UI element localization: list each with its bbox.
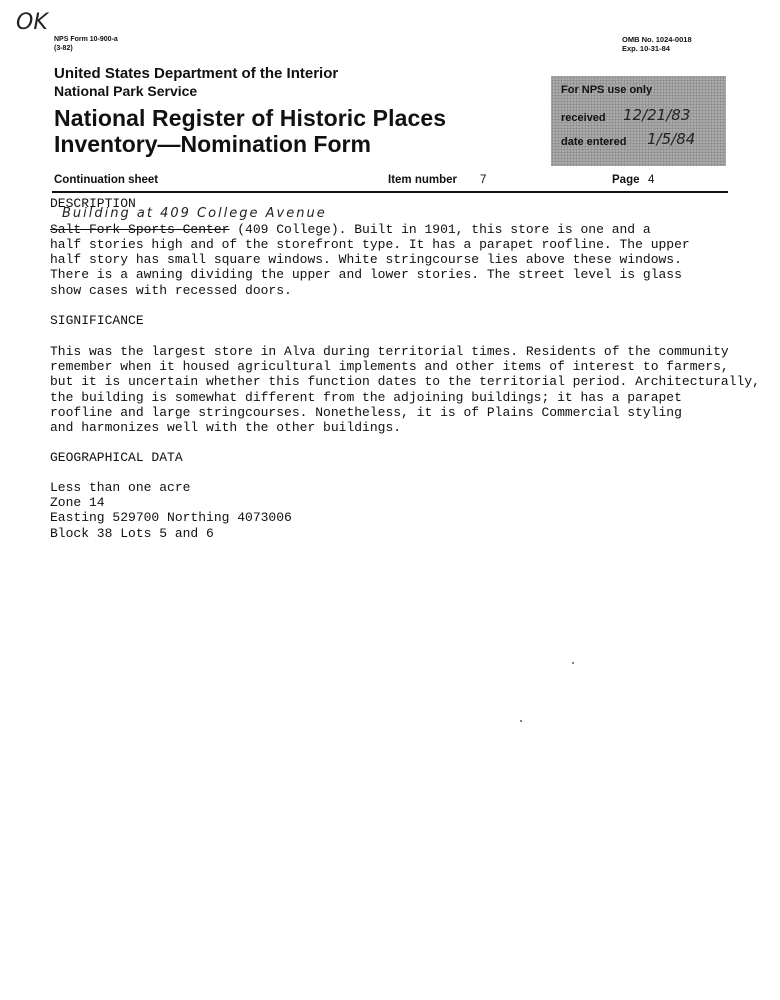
significance-line: roofline and large stringcourses. Nonetheless, it is of Plains Commercial styling: [50, 404, 682, 420]
significance-line: but it is uncertain whether this function dates to the territorial period. Architecturally,: [50, 374, 760, 390]
significance-body: [50, 344, 760, 435]
description-body: [50, 237, 690, 298]
description-heading: DESCRIPTION: [50, 196, 136, 211]
form-title-line1: National Register of Historic Places: [54, 105, 447, 131]
form-revision: (3-82): [54, 45, 73, 52]
form-title-line2: Inventory—Nomination Form: [54, 131, 371, 157]
significance-line: This was the largest store in Alva during territorial times. Residents of the community: [50, 344, 729, 359]
geographical-line: Zone 14: [50, 495, 105, 511]
department-name: United States Department of the Interior: [54, 65, 339, 82]
received-label: received: [561, 112, 606, 124]
description-line: half stories high and of the storefront type. It has a parapet roofline. The upper: [50, 237, 690, 252]
speck-mark: [520, 720, 522, 722]
description-line: show cases with recessed doors.: [50, 282, 292, 298]
significance-line: the building is somewhat different from the adjoining buildings; it has a parapet: [50, 389, 682, 405]
handwritten-building-name: Building at 409 College Avenue: [62, 206, 327, 221]
geographical-body: [50, 480, 292, 541]
struck-building-name: Salt Fork Sports Center: [50, 222, 230, 237]
description-first-line-text: (409 College). Built in 1901, this store is one and a: [229, 222, 651, 237]
continuation-sheet-label: Continuation sheet: [54, 174, 159, 186]
page-label: Page: [612, 174, 640, 186]
geographical-line: Easting 529700 Northing 4073006: [50, 510, 292, 526]
entered-date-handwritten: 1/5/84: [647, 130, 696, 148]
omb-block: [622, 35, 692, 53]
significance-heading: SIGNIFICANCE: [50, 313, 144, 328]
omb-number: OMB No. 1024-0018: [622, 35, 692, 44]
received-date-handwritten: 12/21/83: [623, 106, 691, 124]
significance-line: and harmonizes well with the other buildings.: [50, 420, 402, 436]
geographical-heading: GEOGRAPHICAL DATA: [50, 450, 183, 465]
description-line: There is a awning dividing the upper and lower stories. The street level is glass: [50, 267, 682, 283]
service-name: National Park Service: [54, 83, 198, 99]
page-value: 4: [648, 174, 655, 186]
speck-mark: [572, 662, 574, 664]
date-entered-label: date entered: [561, 136, 627, 148]
significance-line: remember when it housed agricultural implements and other items of interest to farmers,: [50, 359, 729, 375]
header-divider: [52, 191, 728, 193]
description-line: half story has small square windows. White stringcourse lies above these windows.: [50, 252, 682, 268]
geographical-line: Less than one acre: [50, 480, 191, 495]
item-number-label: Item number: [388, 174, 458, 186]
nps-use-label: For NPS use only: [561, 84, 653, 96]
geographical-line: Block 38 Lots 5 and 6: [50, 525, 214, 541]
form-number: NPS Form 10-900-a: [54, 36, 118, 43]
nps-use-stamp-box: [551, 76, 726, 166]
expiration-date: Exp. 10-31-84: [622, 44, 670, 53]
item-number-value: 7: [480, 174, 487, 186]
handwritten-corner-mark: OK: [16, 10, 48, 35]
description-first-line: [50, 222, 651, 237]
form-number-block: [54, 35, 118, 53]
